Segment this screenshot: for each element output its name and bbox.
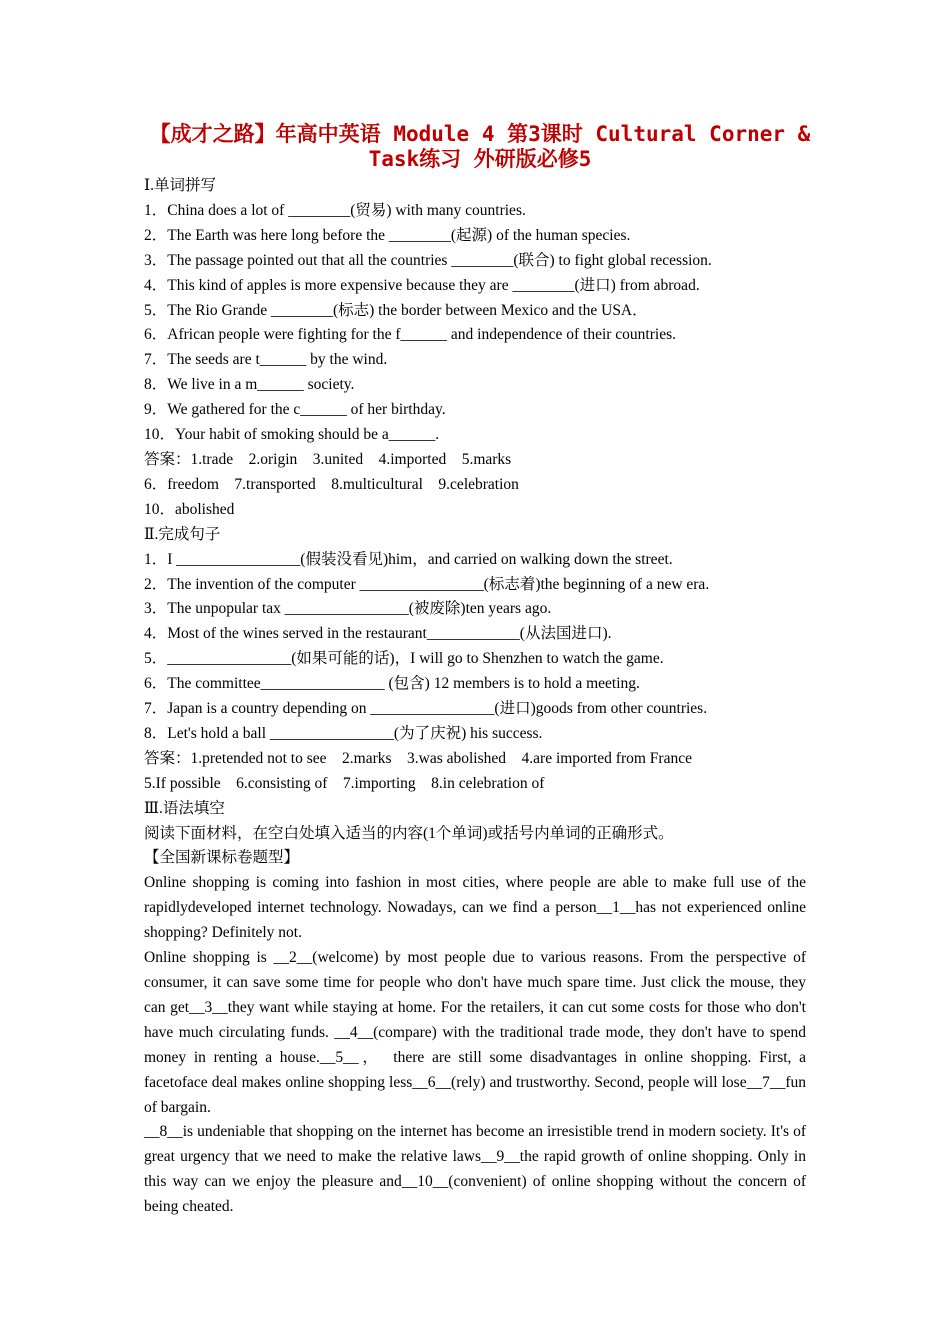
s3-tag: 【全国新课标卷题型】 <box>144 849 300 867</box>
s3-paragraph-2: Online shopping is __2__(welcome) by most people due to various reasons. From the perspective of consumer, it can save some time for people who don't have much spare time. Just click the mouse, they can get__3__they want while staying at home. For the retailers, it can cut some costs for those who don't have much circulating funds. __4__(compare) with the traditional trade mode, they don't have to spend money in renting a house.__5__， there are still some disadvantages in online shopping. First, a facetoface deal makes online shopping less__6__(rely) and trustworthy. Second, people will lose__7__fun of bargain. <box>144 949 806 1116</box>
section-2-heading: Ⅱ.完成句子 <box>144 525 221 543</box>
s2-answer-1: 答案：1.pretended not to see 2.marks 3.was abolished 4.are imported from France <box>144 749 692 767</box>
s1-item-8: 8．We live in a m______ society. <box>144 376 355 394</box>
s2-item-5: 5．________________(如果可能的话)，I will go to Shenzhen to watch the game. <box>144 650 664 668</box>
s2-item-2: 2．The invention of the computer ________________(标志着)the beginning of a new era. <box>144 575 710 593</box>
section-1-heading: Ⅰ.单词拼写 <box>144 177 216 194</box>
s2-item-1: 1．I ________________(假装没看见)him，and carried on walking down the street. <box>144 550 673 568</box>
s1-answer-2: 6．freedom 7.transported 8.multicultural 9.celebration <box>144 475 519 493</box>
s1-item-9: 9．We gathered for the c______ of her birthday. <box>144 401 446 419</box>
s1-item-5: 5．The Rio Grande ________(标志) the border between Mexico and the USA． <box>144 301 648 319</box>
s1-item-4: 4．This kind of apples is more expensive because they are ________(进口) from abroad. <box>144 276 700 294</box>
s1-answer-3: 10．abolished <box>144 500 235 518</box>
s2-item-4: 4．Most of the wines served in the restaurant____________(从法国进口). <box>144 625 612 643</box>
s1-item-6: 6．African people were fighting for the f______ and independence of their countries. <box>144 326 676 344</box>
s1-item-10: 10．Your habit of smoking should be a______. <box>144 426 440 444</box>
document-body <box>144 174 806 1220</box>
s1-item-7: 7．The seeds are t______ by the wind. <box>144 351 388 369</box>
document-title <box>140 122 820 172</box>
s2-item-8: 8．Let's hold a ball ________________(为了庆祝) his success. <box>144 724 543 742</box>
title-line-2: Task练习 外研版必修5 <box>368 147 592 171</box>
s3-paragraph-1: Online shopping is coming into fashion in most cities, where people are able to make full use of the rapidlydeveloped internet technology. Nowadays, can we find a person__1__has not experienced online shopping? Definitely not. <box>144 874 806 942</box>
s3-paragraph-3: __8__is undeniable that shopping on the internet has become an irresistible trend in modern society. It's of great urgency that we need to make the relative laws__9__the rapid growth of online shopping. Only in this way can we enjoy the pleasure and__10__(convenient) of online shopping without the concern of being cheated. <box>144 1123 806 1216</box>
section-3-heading: Ⅲ.语法填空 <box>144 799 225 817</box>
s2-item-6: 6．The committee________________ (包含) 12 members is to hold a meeting. <box>144 675 640 693</box>
s1-item-3: 3．The passage pointed out that all the countries ________(联合) to fight global recession. <box>144 251 712 269</box>
s1-item-2: 2．The Earth was here long before the ________(起源) of the human species. <box>144 226 631 244</box>
s1-answer-1: 答案：1.trade 2.origin 3.united 4.imported 5.marks <box>144 450 512 468</box>
s2-item-3: 3．The unpopular tax ________________(被废除)ten years ago. <box>144 600 552 618</box>
s2-item-7: 7．Japan is a country depending on ________________(进口)goods from other countries. <box>144 700 708 718</box>
title-line-1: 【成才之路】年高中英语 Module 4 第3课时 Cultural Corner & <box>149 122 811 146</box>
s1-item-1: 1．China does a lot of ________(贸易) with many countries. <box>144 201 526 219</box>
s2-answer-2: 5.If possible 6.consisting of 7.importing 8.in celebration of <box>144 774 545 792</box>
s3-instruction: 阅读下面材料，在空白处填入适当的内容(1个单词)或括号内单词的正确形式。 <box>144 824 674 842</box>
